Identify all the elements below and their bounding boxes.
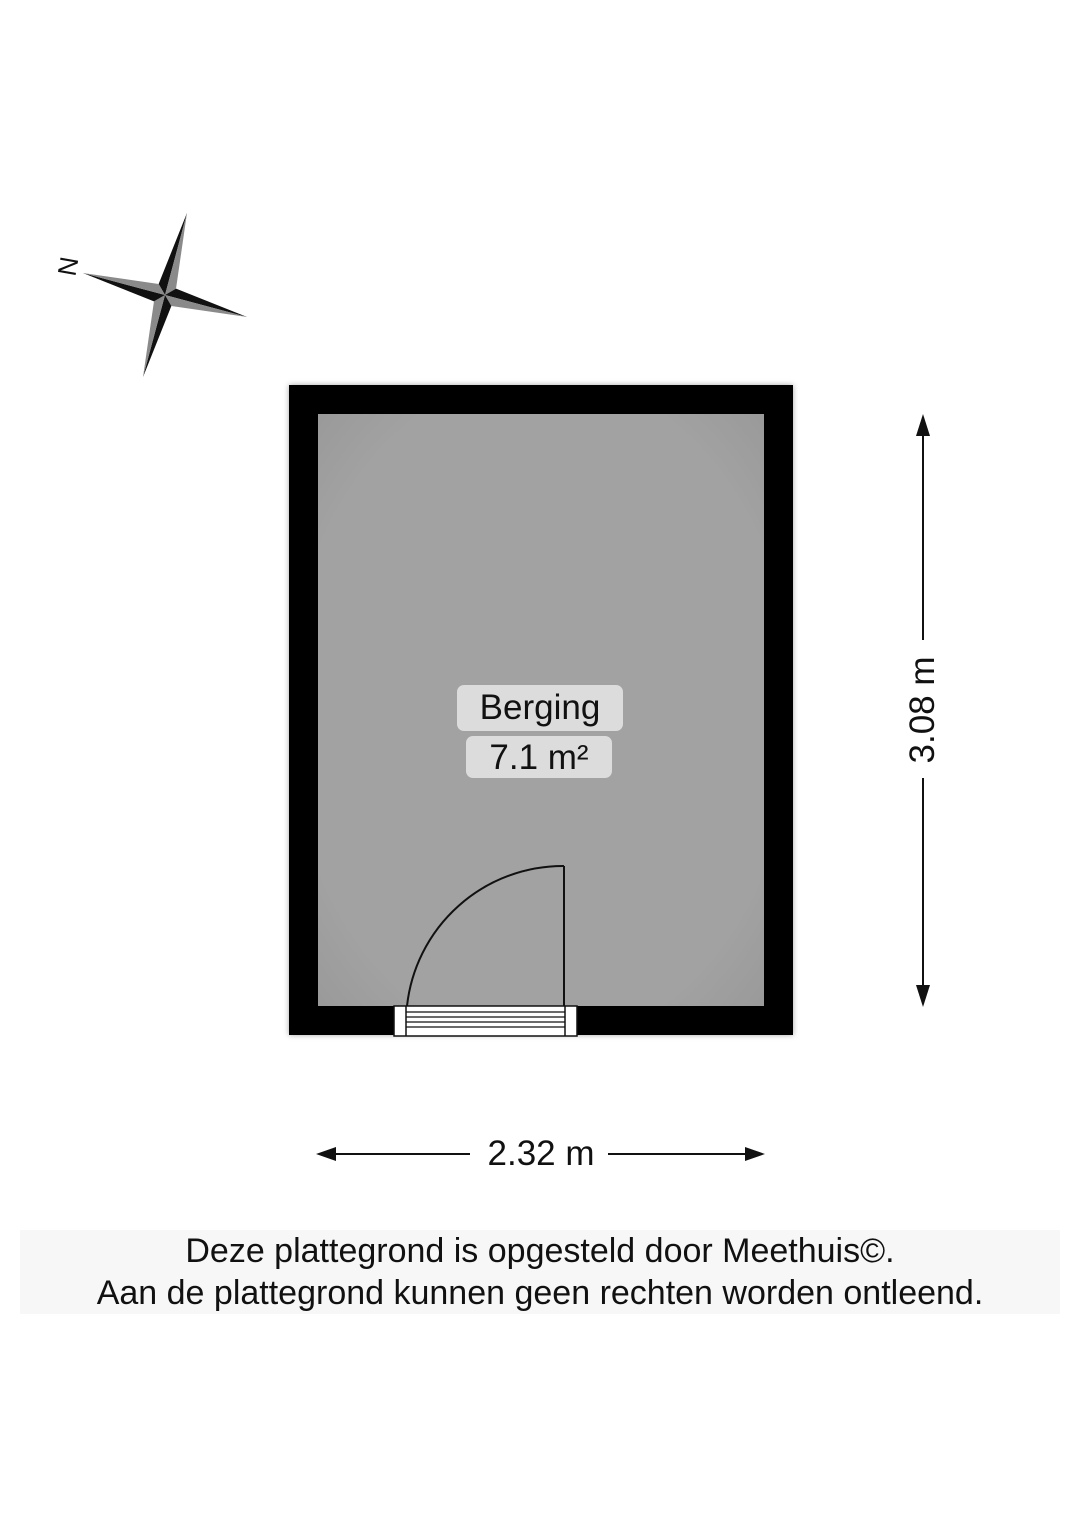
disclaimer xyxy=(20,1230,1060,1314)
disclaimer-line-1: Deze plattegrond is opgesteld door Meethuis©. xyxy=(185,1232,895,1270)
disclaimer-line-2: Aan de plattegrond kunnen geen rechten worden ontleend. xyxy=(96,1274,984,1312)
room-name-label: Berging xyxy=(457,685,623,731)
height-dimension-label: 3.08 m xyxy=(903,647,943,773)
width-dimension-label: 2.32 m xyxy=(478,1134,604,1174)
room-area-label: 7.1 m² xyxy=(466,736,612,778)
compass-rose-icon xyxy=(61,191,269,399)
north-label: N xyxy=(51,254,85,279)
